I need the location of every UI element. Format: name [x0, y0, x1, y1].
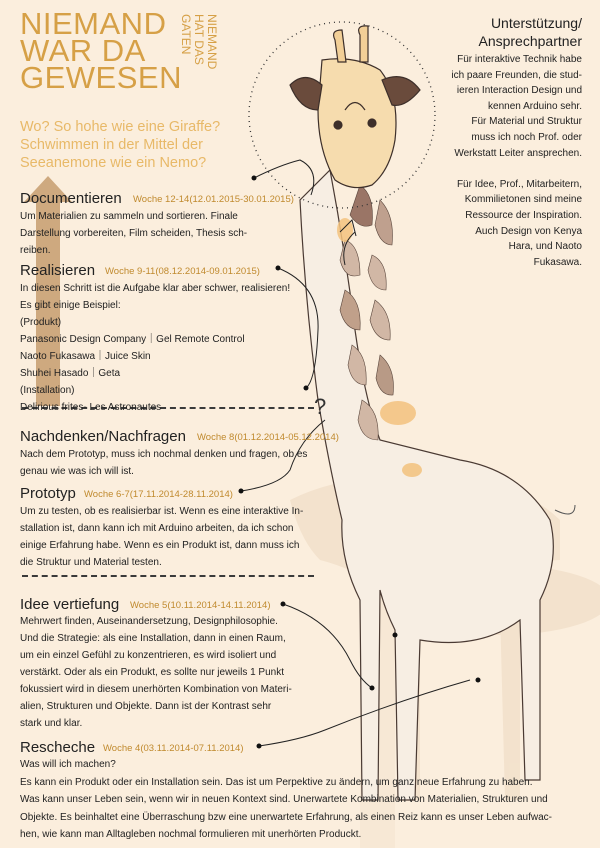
section-body-realisieren: In diesen Schritt ist die Aufgabe klar aber schwer, realisieren! Es gibt einige Beispiel: (Produkt) Panasonic Design Company｜Gel Remote Control Naoto Fukasawa｜Juice Skin Shuhei Hasado｜Geta (Installation) Delirious frites- Les Astronautes: [20, 283, 291, 413]
week-rescheche: Woche 4(03.11.2014-07.11.2014): [103, 743, 244, 754]
question-mark-icon: ?: [314, 394, 327, 419]
week-realisieren: Woche 9-11(08.12.2014-09.01.2015): [105, 266, 260, 277]
section-title-documentieren: Documentieren: [20, 190, 122, 207]
week-nachdenken: Woche 8(01.12.2014-05.12.2014): [197, 432, 339, 443]
section-title-idee: Idee vertiefung: [20, 596, 120, 613]
section-title-prototyp: Prototyp: [20, 485, 76, 502]
week-prototyp: Woche 6-7(17.11.2014-28.11.2014): [84, 489, 233, 500]
support-text: Für interaktive Technik habe ich paare Freunden, die stud- ieren Interaction Design und kennen Arduino sehr. Für Material und Struktur muss ich noch Prof. oder Werkstatt Leiter ansprechen. Für Idee, Prof., Mitarbeitern, Kommilietonen sind meine Ressource der Inspiration. Auch Design von Kenya Hara, und Naoto Fukasawa.: [451, 54, 582, 268]
week-documentieren: Woche 12-14(12.01.2015-30.01.2015): [133, 194, 294, 205]
section-body-idee: Mehrwert finden, Auseinandersetzung, Designphilosophie. Und die Strategie: als eine Installation, dann in einen Raum, um ein einzel Gefühl zu konzentrieren, es wird isoliert und verstärkt. Oder als ein Produkt, es sollte nur jeweils 1 Punkt fokussiert wird in diesem unerhörten Kombination von Materi- alien, Strukturen und Objekte. Dann ist der Kontrast sehr stark und klar.: [20, 616, 292, 729]
week-idee: Woche 5(10.11.2014-14.11.2014): [130, 600, 271, 611]
section-title-nachdenken: Nachdenken/Nachfragen: [20, 428, 186, 445]
section-body-prototyp: Um zu testen, ob es realisierbar ist. Wenn es eine interaktive In- stallation ist, dann kann ich mit Arduino arbeiten, da ich schon einige Erfahrung habe. Wenn es ein Produkt ist, dann muss ich die Struktur und Material testen.: [20, 506, 304, 568]
support-title: Unterstützung/ Ansprechpartner: [478, 15, 582, 49]
separator-2: [22, 575, 314, 577]
page-title: NIEMAND WAR DA GEWESEN: [20, 6, 182, 95]
vertical-subtitle: NIEMAND HAT DAS GATEN: [179, 14, 219, 70]
question-text: Wo? So hohe wie eine Giraffe? Schwimmen in der Mittel der Seeanemone wie ein Nemo?: [20, 119, 221, 171]
section-body-documentieren: Um Materialien zu sammeln und sortieren. Finale Darstellung vorbereiten, Film scheiden, Thesis sch- reiben.: [20, 211, 248, 256]
section-body-nachdenken: Nach dem Prototyp, muss ich nochmal denken und fragen, ob es genau wie was ich will ist.: [20, 449, 308, 477]
section-body-rescheche: Was will ich machen? Es kann ein Produkt oder ein Installation sein. Das ist um Perpektive zu ändern, um ganz neue Erfahrung zu haben. Was kann unser Leben sein, wenn wir in neuen Kontext sind. Unerwartete Kombination von Materialien, Strukturen und Objekte. Es beinhaltet eine Überraschung bzw eine unerwartete Erfahrung, als einen Reiz kann es unser Leben aufwac- hen, wie kann man Alltagleben nochmal formulieren mit unerhörten Produckt.: [20, 759, 552, 840]
section-title-realisieren: Realisieren: [20, 262, 96, 279]
section-title-rescheche: Rescheche: [20, 739, 96, 756]
